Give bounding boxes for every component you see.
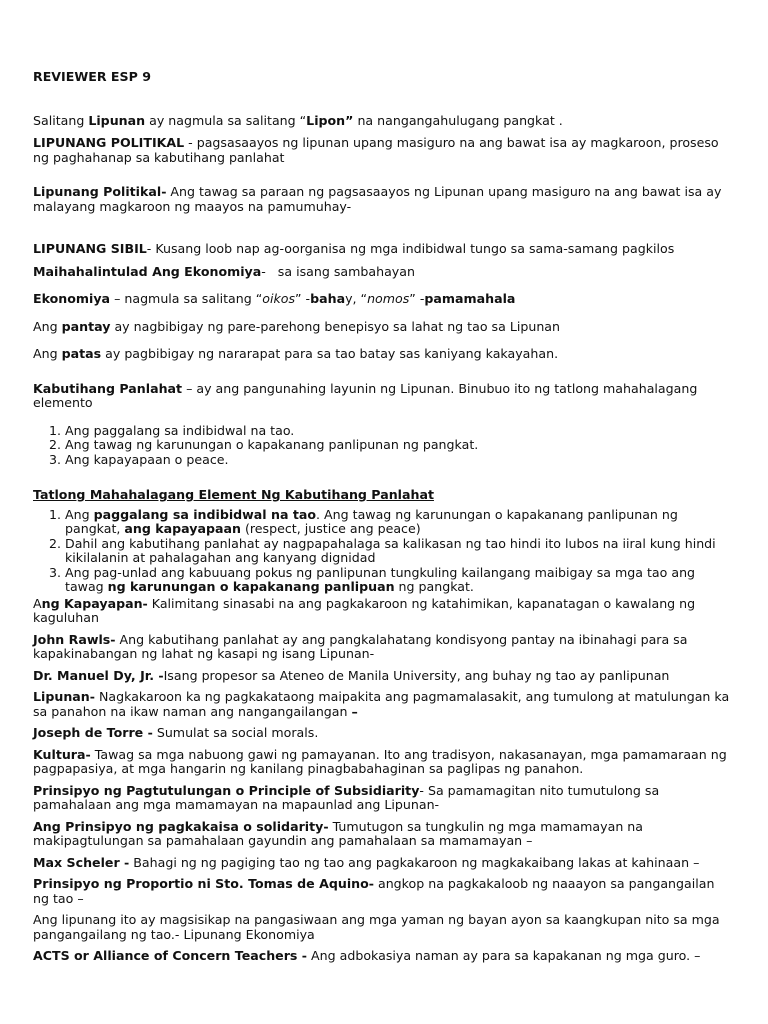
paragraph-lipunang-political-1	[33, 136, 730, 165]
list-item: 2. Ang tawag ng karunungan o kapakanang panlipunan ng pangkat.	[65, 438, 730, 453]
text: – ay ang pangunahing layunin ng Lipunan. Binubuo ito ng tatlong mahahalagang elemento	[33, 380, 698, 410]
text: Ang kabutihang panlahat ay ang pangkalahatang kondisyong pantay na ibinahagi para sa kapakinabangan ng lahat ng kasapi ng isang Lipunan-	[33, 631, 688, 661]
list-item: 3. Ang kapayapaan o peace.	[65, 453, 730, 468]
bold-term: Kabutihang Panlahat	[33, 380, 183, 396]
text: Ang	[33, 346, 62, 361]
bold-term: Ekonomiya	[33, 291, 111, 306]
bold-term: LIPUNANG SIBIL	[33, 241, 147, 256]
text: . Ang tawag ng karunungan o kapakanang panlipunan ng pangkat,	[65, 506, 678, 536]
bold-term: Prinsipyo ng Pagtutulungan o Principle of Subsidiarity	[33, 782, 420, 798]
bold-term: ACTS or Alliance of Concern Teachers -	[33, 948, 308, 963]
bold-term: patas	[61, 346, 102, 361]
text: Sumulat sa social morals.	[152, 725, 319, 740]
text: Ang lipunang ito ay magsisikap na pangasiwaan ang mga yaman ng bayan ayon sa kaangkupan nito sa mga pangangailang ng tao.- Lipunang Ekonomiya	[33, 912, 720, 942]
bold-term: Max Scheler -	[33, 854, 130, 870]
paragraph-manuel-dy	[33, 669, 730, 684]
text: Dahil ang kabutihang panlahat ay nagpapahalaga sa kalikasan ng tao hindi ito lubos na iiral kung hindi kikilalanin at pahalagahan ang kanyang dignidad	[65, 535, 716, 565]
text: Nagkakaroon ka ng pagkakataong maipakita ang pagmamalasakit, ang tumulong at matulungan ka sa panahon na ikaw naman ang nangangailangan	[33, 689, 730, 719]
text: - sa isang sambahayan	[261, 263, 415, 279]
bold-term: ng karunungan o kapakanang panlipuan	[107, 579, 395, 594]
bold-term: Joseph de Torre -	[33, 725, 153, 740]
text: y, “	[345, 291, 368, 306]
paragraph-joseph-de-torre	[33, 726, 730, 741]
paragraph-lipunang-sibil	[33, 242, 730, 257]
bold-term: John Rawls-	[33, 631, 116, 647]
paragraph-kabutihang-panlahat	[33, 382, 730, 411]
bold-term: pantay	[61, 318, 111, 334]
bold-term: ang kapayapaan	[124, 521, 241, 536]
bold-term: Kultura-	[33, 746, 91, 762]
text: angkop na pagkakaloob ng naaayon sa pangangailan ng tao –	[33, 876, 715, 906]
list-item	[65, 566, 730, 595]
paragraph-kultura	[33, 748, 730, 777]
paragraph-ekonomiya	[33, 292, 730, 307]
list-item: 1. Ang paggalang sa indibidwal na tao.	[65, 424, 730, 439]
paragraph-lipunan-origin	[33, 114, 730, 129]
text: - Sa pamamagitan nito tumutulong sa pamahalaan ang mga mamamayan na mapaunlad ang Lipunan-	[33, 782, 660, 812]
text: ay nagmula sa salitang “	[145, 112, 307, 128]
text: Tawag sa mga nabuong gawi ng pamayanan. Ito ang tradisyon, nakasanayan, mga pamamaraan ng pagpapasiya, at mga hangarin ng kanilang pinagbabahaginan sa paglipas ng panahon.	[33, 746, 727, 776]
tatlong-element-list	[33, 508, 730, 595]
bold-term: Ang Prinsipyo ng pagkakaisa o solidarity-	[33, 818, 329, 834]
bold-term: paggalang sa indibidwal na tao	[93, 506, 317, 522]
paragraph-john-rawls	[33, 633, 730, 662]
paragraph-proportio	[33, 877, 730, 906]
paragraph-maihahalintulad	[33, 265, 730, 280]
bold-term: Lipunang Politikal-	[33, 184, 167, 199]
elements-list	[33, 424, 730, 468]
text: (respect, justice ang peace)	[240, 521, 421, 536]
section-heading: Tatlong Mahahalagang Element Ng Kabutihang Panlahat	[33, 487, 434, 502]
bold-term: –	[351, 703, 358, 719]
text: Ang	[33, 318, 62, 334]
italic-term: nomos	[367, 291, 410, 306]
bold-term: pamamahala	[424, 291, 516, 306]
text: Isang propesor sa Ateneo de Manila University, ang buhay ng tao ay panlipunan	[163, 667, 670, 683]
bold-term: Prinsipyo ng Proportio ni Sto. Tomas de Aquino-	[33, 876, 374, 891]
paragraph-solidarity	[33, 820, 730, 849]
text: ay pagbibigay ng nararapat para sa tao batay sas kaniyang kakayahan.	[101, 346, 559, 361]
text: Salitang	[33, 112, 89, 128]
text: Ang tawag sa paraan ng pagsasaayos ng Lipunan upang masiguro na ang bawat isa ay malayang magkaroon ng maayos na pamumuhay-	[33, 184, 722, 214]
bold-term: baha	[310, 291, 346, 306]
paragraph-lipunang-political-2	[33, 185, 730, 214]
paragraph-patas	[33, 347, 730, 362]
text: ay nagbibigay ng pare-parehong benepisyo sa lahat ng tao sa Lipunan	[110, 318, 560, 334]
bold-term: Lipon”	[306, 112, 354, 128]
paragraph-lipunan	[33, 690, 730, 719]
text: na nangangahulugang pangkat .	[353, 112, 563, 128]
list-item	[65, 537, 730, 566]
text: ng pangkat.	[394, 579, 474, 594]
paragraph-subsidiarity	[33, 784, 730, 813]
bold-term: ng Kapayapan-	[41, 595, 148, 611]
paragraph-kapayapan	[33, 597, 730, 626]
paragraph-lipunang-ekonomiya	[33, 913, 730, 942]
text: A	[33, 595, 42, 611]
bold-term: Lipunan	[88, 112, 146, 128]
bold-term: Maihahalintulad Ang Ekonomiya	[33, 263, 262, 279]
text: – nagmula sa salitang “	[110, 291, 263, 306]
text: - pagsasaayos ng lipunan upang masiguro na ang bawat isa ay magkaroon, proseso ng paghahanap sa kabutihang panlahat	[33, 135, 719, 165]
document-title: REVIEWER ESP 9	[33, 69, 151, 84]
text: Ang pag-unlad ang kabuuang pokus ng panlipunan tungkuling kailangang maibigay sa mga tao ang tawag	[65, 564, 696, 594]
text: Tumutugon sa tungkulin ng mga mamamayan na makipagtulungan sa pamahalaan gayundin ang pamahalaan sa mamamayan –	[33, 818, 643, 848]
italic-term: oikos	[262, 291, 296, 306]
paragraph-max-scheler	[33, 856, 730, 871]
text: ” -	[295, 291, 311, 306]
bold-term: Lipunan-	[33, 689, 95, 704]
bold-term: LIPUNANG POLITIKAL	[33, 135, 185, 150]
text: Ang	[65, 506, 94, 522]
text: ” -	[409, 291, 425, 306]
text: Ang adbokasiya naman ay para sa kapakanan ng mga guro. –	[307, 948, 701, 963]
list-item	[65, 508, 730, 537]
text: Kalimitang sinasabi na ang pagkakaroon ng katahimikan, kapanatagan o kawalang ng kaguluhan	[33, 595, 696, 625]
bold-term: Dr. Manuel Dy, Jr. -	[33, 667, 164, 683]
text: - Kusang loob nap ag-oorganisa ng mga indibidwal tungo sa sama-samang pagkilos	[146, 241, 675, 256]
text: Bahagi ng ng pagiging tao ng tao ang pagkakaroon ng magkakaibang lakas at kahinaan –	[129, 854, 700, 870]
paragraph-pantay	[33, 320, 730, 335]
paragraph-acts	[33, 949, 730, 964]
